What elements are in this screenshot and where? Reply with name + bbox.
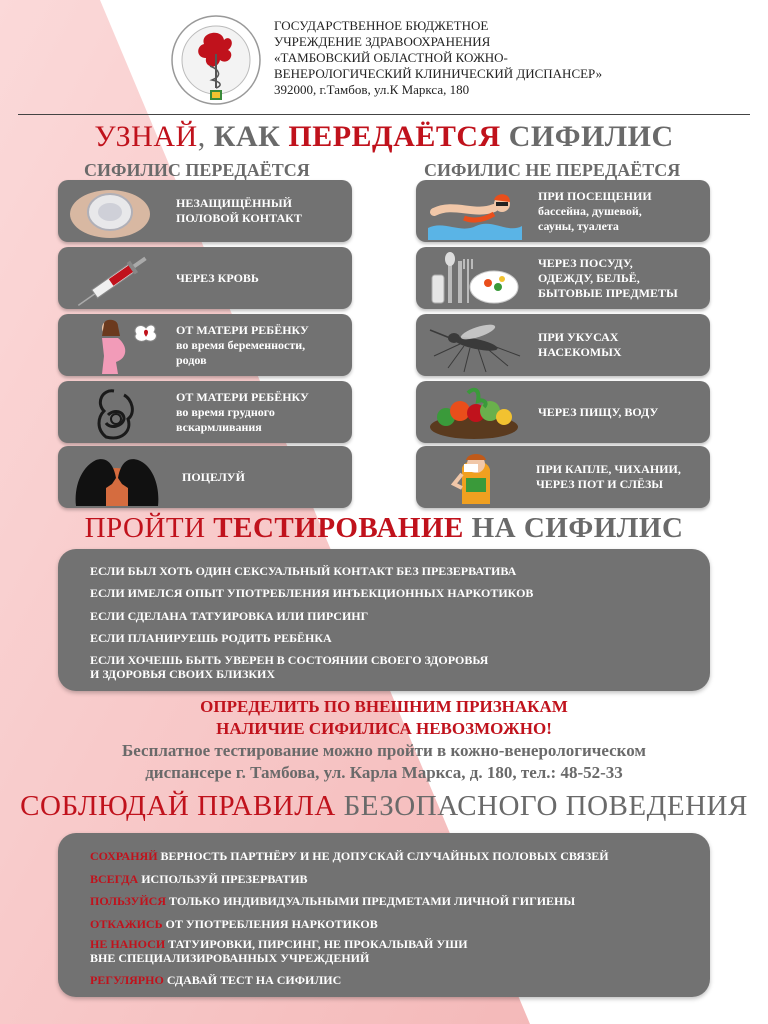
card-pool-sauna [416, 180, 710, 242]
header-divider [18, 114, 750, 115]
card-line: ПРИ КАПЛЕ, ЧИХАНИИ, [536, 462, 681, 476]
card-line: ПРИ ПОСЕЩЕНИИ [538, 188, 652, 203]
list-item: ЕСЛИ ИМЕЛСЯ ОПЫТ УПОТРЕБЛЕНИЯ ИНЪЕКЦИОННЫХ НАРКОТИКОВ [90, 586, 534, 600]
org-line: «ТАМБОВСКИЙ ОБЛАСТНОЙ КОЖНО- [274, 50, 508, 65]
syringe-icon [66, 249, 166, 307]
rules-panel [58, 833, 710, 997]
food-icon [424, 383, 524, 441]
card-text [176, 381, 309, 443]
card-line: вскармливания [176, 419, 262, 434]
rule-item [90, 849, 609, 863]
list-item: ЕСЛИ СДЕЛАНА ТАТУИРОВКА ИЛИ ПИРСИНГ [90, 609, 369, 623]
card-text [538, 180, 652, 242]
title3-part2: БЕЗОПАСНОГО ПОВЕДЕНИЯ [343, 790, 748, 822]
dishes-icon [424, 249, 524, 307]
card-line: ЧЕРЕЗ ПОТ И СЛЁЗЫ [536, 477, 664, 491]
rule-item [90, 973, 341, 987]
kiss-icon [66, 448, 166, 506]
rule-keyword: НЕ НАНОСИ [90, 937, 166, 951]
breastfeeding-icon [66, 383, 166, 441]
card-text [176, 314, 309, 376]
title3-part1: СОБЛЮДАЙ ПРАВИЛА [20, 790, 344, 822]
rule-item [90, 872, 308, 886]
card-line: НАСЕКОМЫХ [538, 345, 622, 359]
rule-keyword: СОХРАНЯЙ [90, 849, 158, 863]
card-text [182, 446, 245, 508]
card-line: ЧЕРЕЗ ПИЩУ, ВОДУ [538, 404, 659, 419]
column-heading-transmitted: СИФИЛИС ПЕРЕДАЁТСЯ [84, 160, 310, 180]
card-text [176, 247, 259, 309]
testing-reasons-panel [58, 549, 710, 691]
list-item: И ЗДОРОВЬЯ СВОИХ БЛИЗКИХ [90, 667, 276, 681]
title2-part1: ПРОЙТИ [84, 512, 214, 544]
card-line: во время грудного [176, 404, 275, 419]
card-line: ЧЕРЕЗ КРОВЬ [176, 270, 259, 285]
info-line: диспансере г. Тамбова, ул. Карла Маркса, д. 180, тел.: 48-52-33 [145, 763, 623, 782]
rule-text: ИСПОЛЬЗУЙ ПРЕЗЕРВАТИВ [138, 872, 308, 886]
card-text [536, 446, 681, 508]
title1-part5: СИФИЛИС [500, 120, 674, 153]
swimmer-icon [424, 182, 524, 240]
card-line: БЫТОВЫЕ ПРЕДМЕТЫ [538, 285, 678, 300]
rule-text: ВЕРНОСТЬ ПАРТНЁРУ И НЕ ДОПУСКАЙ СЛУЧАЙНЫХ ПОЛОВЫХ СВЯЗЕЙ [157, 849, 609, 863]
condom-icon [66, 182, 166, 240]
card-insect-bites [416, 314, 710, 376]
rule-item [90, 937, 468, 951]
org-line: УЧРЕЖДЕНИЕ ЗДРАВООХРАНЕНИЯ [274, 34, 491, 49]
title2-part2: ТЕСТИРОВАНИЕ [213, 512, 464, 544]
info-line: Бесплатное тестирование можно пройти в кожно-венерологическом [122, 741, 646, 760]
card-text [538, 247, 678, 309]
card-text [176, 180, 302, 242]
card-text [538, 314, 622, 376]
card-text [538, 381, 658, 443]
card-mother-breastfeeding [58, 381, 352, 443]
card-sneeze-sweat [416, 446, 710, 508]
rule-item [90, 917, 378, 931]
pregnant-woman-icon [66, 316, 166, 374]
card-line: во время беременности, [176, 337, 306, 352]
title2-part3: НА СИФИЛИС [463, 512, 684, 544]
rule-keyword: ПОЛЬЗУЙСЯ [90, 894, 166, 908]
card-line: родов [176, 352, 207, 367]
dispensary-logo-icon [170, 14, 262, 106]
title1-part4: ПЕРЕДАЁТСЯ [288, 120, 501, 153]
card-mother-pregnancy [58, 314, 352, 376]
title-safe-behavior [0, 790, 768, 823]
card-unprotected-contact [58, 180, 352, 242]
sneezing-person-icon [424, 448, 524, 506]
org-address: 392000, г.Тамбов, ул.К Маркса, 180 [274, 82, 470, 97]
rule-text: ОТ УПОТРЕБЛЕНИЯ НАРКОТИКОВ [162, 917, 378, 931]
title-learn-how [0, 120, 768, 154]
card-line: НЕЗАЩИЩЁННЫЙ [176, 196, 292, 210]
card-line: бассейна, душевой, [538, 203, 642, 218]
title1-part2: , [197, 120, 214, 153]
list-item: ЕСЛИ БЫЛ ХОТЬ ОДИН СЕКСУАЛЬНЫЙ КОНТАКТ БЕЗ ПРЕЗЕРВАТИВА [90, 564, 517, 578]
org-line: ГОСУДАРСТВЕННОЕ БЮДЖЕТНОЕ [274, 18, 489, 33]
card-line: ОТ МАТЕРИ РЕБЁНКУ [176, 389, 309, 404]
rule-text: ВНЕ СПЕЦИАЛИЗИРОВАННЫХ УЧРЕЖДЕНИЙ [90, 951, 370, 965]
card-line: ПОЛОВОЙ КОНТАКТ [176, 211, 302, 225]
warning-line: НАЛИЧИЕ СИФИЛИСА НЕВОЗМОЖНО! [216, 719, 552, 738]
warning-line: ОПРЕДЕЛИТЬ ПО ВНЕШНИМ ПРИЗНАКАМ [200, 697, 568, 716]
title1-part1: УЗНАЙ [94, 120, 198, 153]
card-line: сауны, туалета [538, 218, 619, 233]
rule-text: ТАТУИРОВКИ, ПИРСИНГ, НЕ ПРОКАЛЫВАЙ УШИ [165, 937, 468, 951]
mosquito-icon [424, 316, 524, 374]
card-line: ПРИ УКУСАХ [538, 330, 619, 344]
rule-item [90, 951, 369, 965]
column-heading-not-transmitted: СИФИЛИС НЕ ПЕРЕДАЁТСЯ [424, 160, 681, 180]
rule-keyword: РЕГУЛЯРНО [90, 973, 164, 987]
rule-text: ТОЛЬКО ИНДИВИДУАЛЬНЫМИ ПРЕДМЕТАМИ ЛИЧНОЙ ГИГИЕНЫ [166, 894, 576, 908]
card-line: ОДЕЖДУ, БЕЛЬЁ, [538, 270, 640, 285]
list-item: ЕСЛИ ПЛАНИРУЕШЬ РОДИТЬ РЕБЁНКА [90, 631, 332, 645]
card-line: ЧЕРЕЗ ПОСУДУ, [538, 255, 633, 270]
organization-name [274, 18, 744, 98]
rule-text: СДАВАЙ ТЕСТ НА СИФИЛИС [163, 973, 342, 987]
org-line: ВЕНЕРОЛОГИЧЕСКИЙ КЛИНИЧЕСКИЙ ДИСПАНСЕР» [274, 66, 603, 81]
list-item: ЕСЛИ ХОЧЕШЬ БЫТЬ УВЕРЕН В СОСТОЯНИИ СВОЕГО ЗДОРОВЬЯ [90, 653, 489, 667]
title1-part3: КАК [213, 120, 289, 153]
rule-keyword: ВСЕГДА [90, 872, 139, 886]
card-kiss [58, 446, 352, 508]
card-through-blood [58, 247, 352, 309]
card-dishes-clothes [416, 247, 710, 309]
title-get-tested [0, 512, 768, 545]
card-food-water [416, 381, 710, 443]
rule-keyword: ОТКАЖИСЬ [90, 917, 163, 931]
rule-item [90, 894, 575, 908]
card-line: ПОЦЕЛУЙ [182, 469, 245, 484]
card-line: ОТ МАТЕРИ РЕБЁНКУ [176, 322, 309, 337]
